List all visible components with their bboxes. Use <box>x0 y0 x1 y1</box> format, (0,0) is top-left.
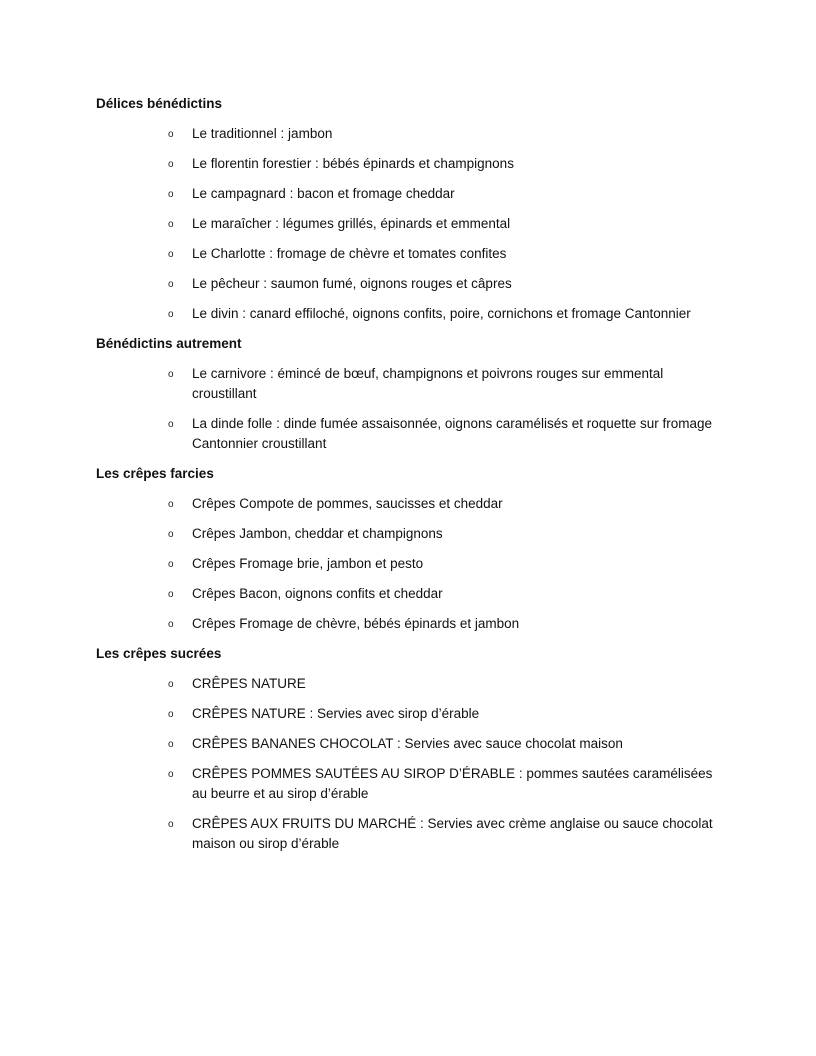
bullet-icon: o <box>168 189 174 200</box>
bullet-icon: o <box>168 219 174 230</box>
bullet-icon: o <box>168 249 174 260</box>
bullet-icon: o <box>168 619 174 630</box>
item-list <box>96 364 726 454</box>
document-page <box>96 94 726 864</box>
list-item-text: CRÊPES AUX FRUITS DU MARCHÉ : Servies avec crème anglaise ou sauce chocolat maison ou sirop d’érable <box>192 816 713 851</box>
list-item <box>96 554 726 574</box>
list-item <box>96 614 726 634</box>
list-item <box>96 814 726 854</box>
list-item-text: Crêpes Fromage brie, jambon et pesto <box>192 556 424 571</box>
list-item-text: Le florentin forestier : bébés épinards et champignons <box>192 156 514 171</box>
list-item-text: Crêpes Jambon, cheddar et champignons <box>192 526 443 541</box>
list-item <box>96 154 726 174</box>
bullet-icon: o <box>168 279 174 290</box>
list-item <box>96 414 726 454</box>
list-item-text: Crêpes Compote de pommes, saucisses et cheddar <box>192 496 503 511</box>
list-item-text: CRÊPES NATURE <box>192 676 306 691</box>
bullet-icon: o <box>168 369 174 380</box>
item-list <box>96 494 726 634</box>
section-heading: Les crêpes farcies <box>96 466 214 481</box>
bullet-icon: o <box>168 589 174 600</box>
list-item-text: Le campagnard : bacon et fromage cheddar <box>192 186 455 201</box>
bullet-icon: o <box>168 309 174 320</box>
list-item-text: La dinde folle : dinde fumée assaisonnée, oignons caramélisés et roquette sur fromage Cantonnier croustillant <box>192 416 713 451</box>
list-item <box>96 704 726 724</box>
bullet-icon: o <box>168 679 174 690</box>
item-list <box>96 124 726 324</box>
section-heading: Délices bénédictins <box>96 96 223 111</box>
bullet-icon: o <box>168 819 174 830</box>
list-item-text: Le carnivore : émincé de bœuf, champignons et poivrons rouges sur emmental croustillant <box>192 366 664 401</box>
section-heading: Bénédictins autrement <box>96 336 242 351</box>
list-item-text: Le traditionnel : jambon <box>192 126 333 141</box>
bullet-icon: o <box>168 709 174 720</box>
list-item <box>96 304 726 324</box>
list-item-text: CRÊPES NATURE : Servies avec sirop d’érable <box>192 706 480 721</box>
item-list <box>96 674 726 854</box>
bullet-icon: o <box>168 739 174 750</box>
list-item <box>96 124 726 144</box>
list-item <box>96 184 726 204</box>
list-item-text: Le maraîcher : légumes grillés, épinards et emmental <box>192 216 511 231</box>
list-item <box>96 584 726 604</box>
list-item <box>96 734 726 754</box>
section-heading: Les crêpes sucrées <box>96 646 222 661</box>
bullet-icon: o <box>168 529 174 540</box>
list-item <box>96 214 726 234</box>
list-item <box>96 494 726 514</box>
list-item <box>96 764 726 804</box>
bullet-icon: o <box>168 559 174 570</box>
list-item <box>96 674 726 694</box>
list-item-text: Crêpes Fromage de chèvre, bébés épinards et jambon <box>192 616 520 631</box>
list-item-text: Le Charlotte : fromage de chèvre et tomates confites <box>192 246 507 261</box>
bullet-icon: o <box>168 769 174 780</box>
list-item <box>96 244 726 264</box>
bullet-icon: o <box>168 499 174 510</box>
list-item-text: Le pêcheur : saumon fumé, oignons rouges et câpres <box>192 276 512 291</box>
list-item-text: Le divin : canard effiloché, oignons confits, poire, cornichons et fromage Cantonnier <box>192 306 691 321</box>
list-item-text: CRÊPES BANANES CHOCOLAT : Servies avec sauce chocolat maison <box>192 736 623 751</box>
bullet-icon: o <box>168 419 174 430</box>
bullet-icon: o <box>168 159 174 170</box>
list-item <box>96 274 726 294</box>
list-item <box>96 524 726 544</box>
bullet-icon: o <box>168 129 174 140</box>
list-item-text: Crêpes Bacon, oignons confits et cheddar <box>192 586 443 601</box>
list-item <box>96 364 726 404</box>
list-item-text: CRÊPES POMMES SAUTÉES AU SIROP D’ÉRABLE : pommes sautées caramélisées au beurre et au sirop d’érable <box>192 766 713 801</box>
